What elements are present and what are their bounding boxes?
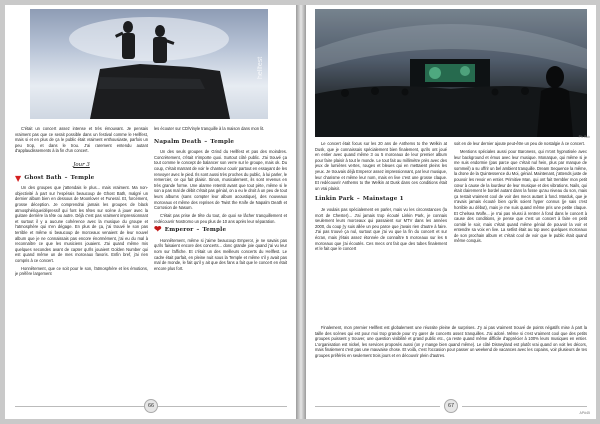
band-heading (154, 140, 287, 146)
watermark-text: hellfest (257, 56, 264, 79)
arrow-down-icon: ▼ (15, 172, 22, 183)
heading-separator: – (204, 138, 208, 145)
paragraph: Mentions spéciales aussi pour Baroness, qui m'ont hypnotisée avec leur background et émus avec leur musique. Monarque, qui même si je me suis endormie (pas parce que c'était nul hein, plus par manque de sommeil) a su offrir un bel ambient tranquille. Dream Sequence la même, la drone de la Quintessence du Moi, génial. Maintenant, j'attends juste de pouvoir les revoir en entier. Primitive Man, qui ont fait trembler mon petit cœur à cause de la lourdeur de leur musique et des vibrations. Nails, qui était clairement le bordel autant dans la fosse qu'au niveau du son, mais ça restait vraiment cool de voir des mecs autant à fond. Marduk, que je n'avais jamais écouté bien qu'ils soient hyper connus (je sais c'est horrible au début), mais je me suis quand même pris une petite claque. Et Chelsea Wolfe... je n'ai pas réussi à rentrer à fond dans le concert à cause des conditions, je pense que c'est un concert à faire en petit comité le soir, mais c'était quand même génial de pouvoir la voir et entendre sa voix en live. La setlist était au top avec quelques morceaux de son prochain album et c'était cool de voir que le public était quand même conquis. (454, 148, 587, 244)
left-column-1 (15, 126, 148, 394)
footer-rule (315, 406, 440, 407)
issue-tag: AP#45 (579, 411, 590, 415)
silhouette-photo-graphic (30, 9, 268, 119)
heading-separator: – (196, 227, 200, 234)
paragraph: Honnêtement, que ce soit pour le son, l'atmosphère et les émotions, je préfère largement (15, 265, 148, 277)
band-heading (315, 197, 447, 203)
right-page (306, 5, 596, 419)
stage-name: Temple (70, 174, 95, 181)
conclusion-paragraph (315, 325, 587, 397)
left-page (5, 5, 296, 419)
page-number: 67 (444, 399, 458, 413)
band-name: Linkin Park (315, 196, 354, 203)
right-column-2 (454, 141, 587, 321)
photo-credit: Ph: Bob (578, 135, 590, 139)
paragraph: C'était un concert assez intense et très émouvant. Je pensais vraiment pas que ce serait possible dans un festival comme le Hellfest, mais si et en plus de ça le public était vraiment enthousiaste, parfois un peu trop, et dans le trou. J'ai rarement entendu autant d'applaudissements à la fin d'un concert. (15, 126, 148, 154)
paragraph: Finalement, mon premier Hellfest est globalement une réussite pleine de surprises. J'y ai pas vraiment trouvé de points négatifs mise à part la taille des scènes qui est pour moi trop grande pour s'y garer de concerts assez tranquilles. J'ai adoré. Même si c'est vraiment cool que des petits groupes puissent y trouver, une question visibilité et grand public etc., ça reste quand même difficile d'apprécier à 100% leurs musiques en entier. L'organisation est nickel, les services proposés aussi (on y mange bien quand même). Le côté Disneyland est plutôt vrai quand on voit les décors, mais finalement c'est pas une mauvaise chose. Et voilà, c'est l'occasion pour passer un weekend de vacances avec les copains, voir plusieurs de tes groupes préférés en seulement trois jours et en découvrir plein d'autres. (315, 325, 587, 358)
paragraph: Je voulais pas spécialement en parler, mais vu les circonstances (la mort de Chester)... J'ai jamais trop écouté Linkin Park, je connais seulement leurs morceaux qui passaient sur MTV dans les années 2000, du coup j'y suis allée un peu parce que j'avais rien d'autre à faire. J'ai pas trouvé ça nul, surtout que j'ai vu que la fin du concert et sur écran, mais j'étais assez étonnée de connaître 5 morceaux sur les 6 morceaux que j'ai écoutés. Ces mecs ont fait que des tubes finalement et le fait que le concert (315, 206, 447, 252)
stage-name: Mainstage 1 (362, 196, 404, 203)
paragraph: Un des seuls groupes de Grind du Hellfest et pas des moindres. Concrètement, c'était n'importe quoi. Surtout côté public. J'ai trouvé ça tout comme le concept de balancer son verre sur le groupe, mais ok. Du coup, c'était marrant de voir le chanteur courir partout en essayant de les renvoyer avec le pied. Ils sont aussi très proches du public, à lui parler, le remercier, ce qui fait plaisir. Sinon, musicalement, ils sont revenus en très grande forme. Une alarme retentit avant que tout pète, même si le son a pas mal de débit c'était pas génial, on a eu le droit à un peu de tout leurs albums (sans compter leur album acoustique), des nouveaux morceaux et même des reprises de Twist the Knife de Napalm Death et Corrosion de Nasum. (154, 149, 287, 211)
right-column-1 (315, 141, 447, 321)
paragraph: soit en de leur dernier ajoute peut-être un peu de nostalgie à ce concert. (454, 141, 585, 146)
stage-name: Temple (202, 227, 227, 234)
band-name: Napalm Death (154, 138, 202, 145)
footer-rule (157, 406, 287, 407)
crowd-photo-graphic (315, 9, 587, 137)
paragraph: Un des groupes que j'attendais le plus... mais vraiment. Ma non-objectivité à part sur l'espérais beaucoup de Ghost Bath, malgré un dernier album bien en dessous de Moonlover et Funeral. Et, forcément, grosse déception. Je comprendrai jamais les groupes de black atmosphérique/dépressif qui font les têtes sur scène à jouer avec la guitare derrière la tête ou autre. Déjà c'est pas vraiment impressionnant et surtout il y a aucune cohérence avec la musique du groupe et l'atmosphère qui s'en dégage. En plus de ça, j'ai trouvé le son pas terrible et même si beaucoup de morceaux venaient de leur nouvel album que je ne connaissais pas encore énormément, j'ai eu du mal à reconnaître ce que les musiciens jouaient. J'ai quand même mis quelques secondes avant de capter qu'ils jouaient Golden Number qui est quand même un de mes morceaux favoris. Enfin bref, j'ai rien compris à ce concert. (15, 185, 148, 263)
footer-rule (462, 406, 587, 407)
paragraph: les écouter sur CD/Vinyle tranquille à la maison dans mon lit. (154, 126, 265, 131)
band-heading (15, 172, 148, 183)
left-column-2 (154, 126, 287, 394)
paragraph: Honnêtement, même si j'aime beaucoup Emperor, je ne savais pas qu'ils faisaient encore des concerts... donc grande joie quand j'ai vu leur nom sur l'affiche. Et c'était un des meilleurs concerts du Hellfest. Le cadre était parfait, en pleine nuit sous la Temple et même s'il y avait pas mal de monde, le fait qu'il y ait que des fans a fait que le concert en était encore plus fort. (154, 237, 287, 271)
day-heading: Jour 3 (73, 161, 90, 168)
stage-name: Temple (210, 138, 235, 145)
heart-icon: ❤ (154, 225, 162, 236)
band-heading (154, 225, 287, 236)
footer-rule (15, 406, 145, 407)
band-name: Emperor (164, 227, 194, 234)
heading-separator: – (64, 174, 68, 181)
heading-separator: – (356, 196, 360, 203)
paragraph: C'était pas prise de tête du tout, de quoi se lâcher tranquillement et redécouvrir Nostromo un peu plus de 10 ans après leur séparation. (154, 213, 287, 224)
book-gutter (296, 5, 306, 419)
concert-photo-silhouettes (30, 9, 268, 119)
paragraph: Le concert était focus sur les 20 ans de Anthems to the Welkin at Dusk, que je connaissais spécialement bien finalement, qu'ils ont joué en entier avec quand même 3 ou 5 morceaux de leur premier album pour faire plaisir à tout le monde. Le tout fait au millimètre près avec des jeux de lumières vertes, rouges et bleues qui en mettaient pleins les yeux. Je trouvais déjà Emperor assez impressionnant, par leur musique, leur charisme et même leur nom, mais en live c'est une grosse claque. Et redécouvrir Anthems to the Welkin at Dusk dans ces conditions était un vrai plaisir. (315, 141, 447, 191)
concert-photo-crowd (315, 9, 587, 137)
page-number: 66 (144, 399, 158, 413)
band-name: Ghost Bath (24, 174, 62, 181)
